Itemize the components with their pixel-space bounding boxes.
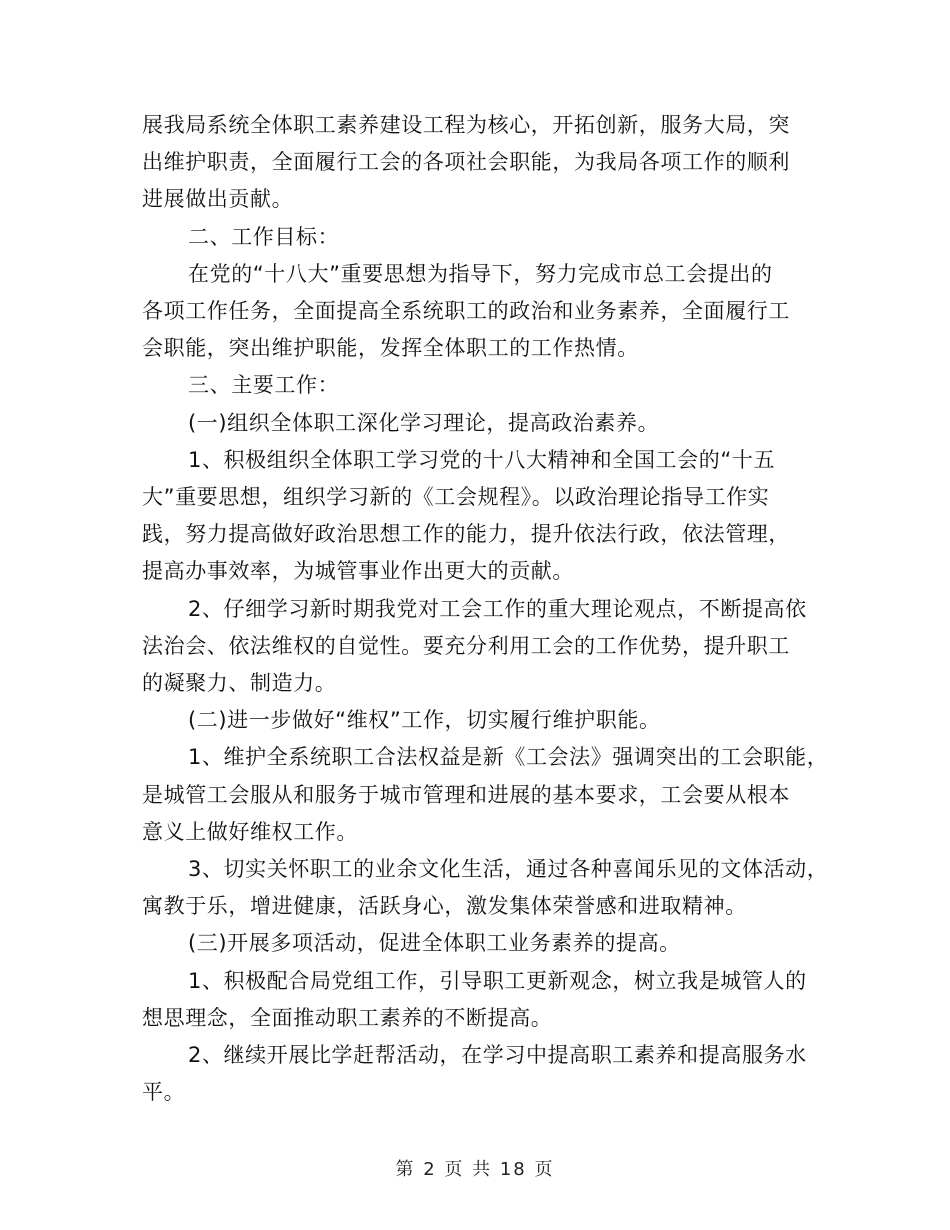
text-line: 3、切实关怀职工的业余文化生活，通过各种喜闻乐见的文体活动，	[188, 857, 829, 882]
text-line: 大”重要思想，组织学习新的《工会规程》。以政治理论指导工作实	[142, 485, 770, 510]
section-heading: 三、主要工作：	[188, 373, 340, 398]
text-line: 各项工作任务，全面提高全系统职工的政治和业务素养，全面履行工	[142, 299, 790, 324]
text-line: 展我局系统全体职工素养建设工程为核心，开拓创新，服务大局，突	[142, 113, 790, 137]
document-body	[142, 107, 829, 1111]
subsection-heading: (一)组织全体职工深化学习理论，提高政治素养。	[188, 410, 660, 435]
text-line: 进展做出贡献。	[142, 187, 294, 212]
text-line: 意义上做好维权工作。	[142, 819, 358, 844]
text-line: 平。	[142, 1080, 186, 1105]
text-line: 践，努力提高做好政治思想工作的能力，提升依法行政，依法管理，	[142, 522, 790, 547]
text-line: 1、积极配合局党组工作，引导职工更新观念，树立我是城管人的	[188, 968, 807, 993]
text-line: 的凝聚力、制造力。	[142, 671, 337, 696]
text-line: 会职能，突出维护职能，发挥全体职工的工作热情。	[142, 336, 639, 361]
text-line: 出维护职责，全面履行工会的各项社会职能，为我局各项工作的顺利	[142, 150, 790, 175]
subsection-heading: (二)进一步做好“维权”工作，切实履行维护职能。	[188, 708, 661, 733]
text-line: 1、维护全系统职工合法权益是新《工会法》强调突出的工会职能，	[188, 745, 829, 770]
text-line: 1、积极组织全体职工学习党的十八大精神和全国工会的“十五	[188, 447, 776, 472]
text-line: 法治会、依法维权的自觉性。要充分利用工会的工作优势，提升职工	[142, 633, 790, 658]
text-line: 是城管工会服从和服务于城市管理和进展的基本要求，工会要从根本	[142, 782, 790, 807]
text-line: 2、仔细学习新时期我党对工会工作的重大理论观点，不断提高依	[188, 596, 807, 621]
text-line: 寓教于乐，增进健康，活跃身心，激发集体荣誉感和进取精神。	[142, 894, 747, 919]
text-line: 提高办事效率，为城管事业作出更大的贡献。	[142, 559, 574, 584]
text-line: 2、继续开展比学赶帮活动，在学习中提高职工素养和提高服务水	[188, 1043, 807, 1068]
page-number-footer: 第 2 页 共 18 页	[395, 1159, 555, 1180]
text-line: 在党的“十八大”重要思想为指导下，努力完成市总工会提出的	[188, 261, 773, 286]
text-line: 想思理念，全面推动职工素养的不断提高。	[142, 1005, 553, 1030]
subsection-heading: (三)开展多项活动，促进全体职工业务素养的提高。	[188, 931, 681, 956]
section-heading: 二、工作目标：	[188, 224, 340, 249]
